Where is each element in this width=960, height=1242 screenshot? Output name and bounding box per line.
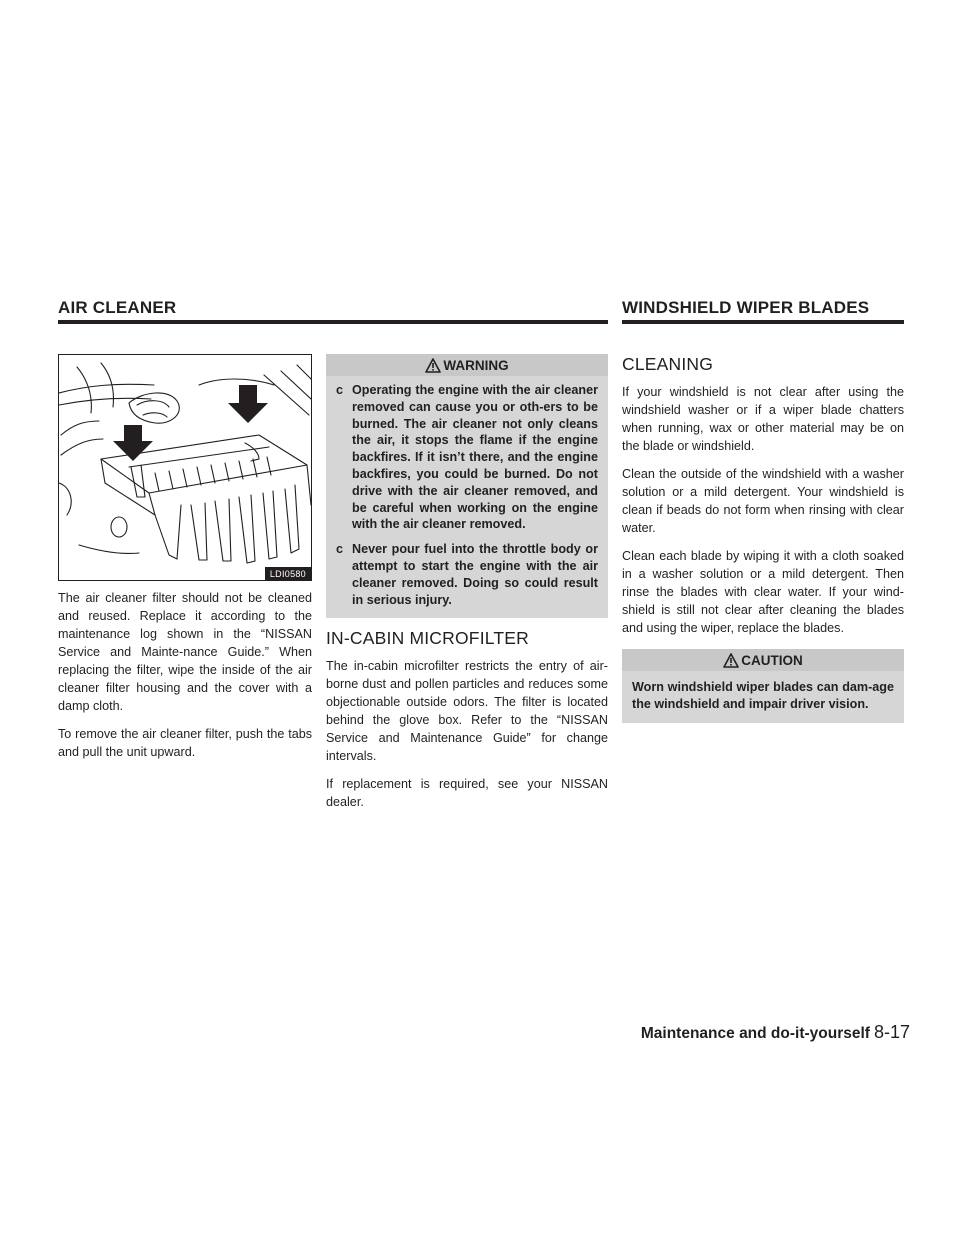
caution-label: CAUTION bbox=[741, 652, 803, 668]
section-title-air-cleaner: AIR CLEANER bbox=[58, 298, 177, 317]
warning-label: WARNING bbox=[443, 357, 509, 373]
bullet-mark: c bbox=[336, 383, 344, 397]
page-footer bbox=[590, 1022, 910, 1043]
microfilter-heading: IN-CABIN MICROFILTER bbox=[326, 628, 529, 649]
section-rule-right bbox=[622, 320, 904, 324]
caution-text: Worn windshield wiper blades can dam-age the windshield and impair driver vision. bbox=[632, 680, 894, 711]
caution-triangle-icon bbox=[723, 653, 739, 668]
warning-item bbox=[336, 541, 598, 608]
caution-header bbox=[622, 649, 904, 671]
air-cleaner-paragraph-1: The air cleaner filter should not be cleaned and reused. Replace it according to the maintenance log shown in the “NISSAN Service and Mainte-nance Guide.” When replacing the filter, wipe the inside of the air cleaner filter housing and the cover with a damp cloth. bbox=[58, 591, 312, 713]
cleaning-paragraph-3: Clean each blade by wiping it with a cloth soaked in a washer solution or a mild detergent. Then rinse the blades with clear water. If your wind-shield is still not clear after cleaning the blades and using the wiper, replace the blades. bbox=[622, 549, 904, 635]
figure-id-label: LDI0580 bbox=[265, 567, 311, 580]
microfilter-paragraph-1: The in-cabin microfilter restricts the entry of air-borne dust and pollen particles and reduces some objectionable outside odors. The filter is located behind the glove box. Refer to the “NISSAN Service and Maintenance Guide” for change intervals. bbox=[326, 659, 608, 764]
footer-chapter-title: Maintenance and do-it-yourself bbox=[640, 1025, 870, 1042]
air-cleaner-paragraph-2: To remove the air cleaner filter, push the tabs and pull the unit upward. bbox=[58, 727, 312, 759]
caution-box bbox=[622, 649, 904, 723]
air-cleaner-figure bbox=[58, 354, 312, 581]
column-air-cleaner bbox=[58, 354, 312, 771]
column-cleaning bbox=[622, 354, 904, 723]
page-number: 8-17 bbox=[873, 1022, 910, 1042]
warning-item-text: Operating the engine with the air cleaner removed can cause you or oth-ers to be burned. The air cleaner not only cleans the air, it stops the flame if the engine backfires. If it isn’t there, and the engine backfires, you could be burned. Do not drive with the air cleaner removed, and be careful when working on the engine with the air cleaner removed. bbox=[352, 383, 598, 532]
warning-box bbox=[326, 354, 608, 618]
microfilter-paragraph-2: If replacement is required, see your NISSAN dealer. bbox=[326, 777, 608, 810]
cleaning-paragraph-1: If your windshield is not clear after using the windshield washer or if a wiper blade chatters when running, wax or other material may be on the blade or windshield. bbox=[622, 385, 904, 453]
section-title-wiper-blades: WINDSHIELD WIPER BLADES bbox=[622, 298, 870, 317]
cleaning-heading: CLEANING bbox=[622, 354, 714, 374]
bullet-mark: c bbox=[336, 542, 344, 557]
warning-item bbox=[336, 382, 598, 533]
warning-item-text: Never pour fuel into the throttle body or attempt to start the engine with the air cleaner removed. Doing so could result in serious injury. bbox=[352, 542, 598, 607]
section-rule-left bbox=[58, 320, 608, 324]
warning-header bbox=[326, 354, 608, 376]
column-warning-microfilter bbox=[326, 354, 608, 821]
air-cleaner-illustration bbox=[59, 355, 312, 581]
cleaning-paragraph-2: Clean the outside of the windshield with a washer solution or a mild detergent. Your windshield is clean if beads do not form when rinsing with clear water. bbox=[622, 467, 904, 535]
warning-triangle-icon bbox=[425, 358, 441, 373]
